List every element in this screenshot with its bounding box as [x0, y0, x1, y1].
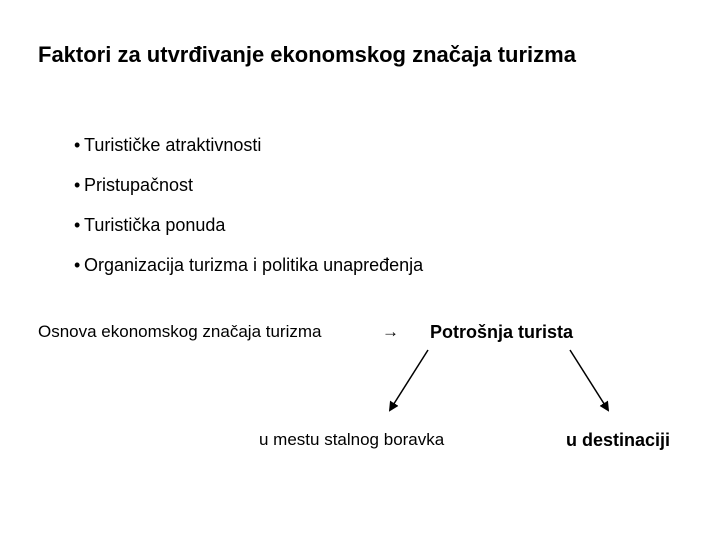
slide-title: Faktori za utvrđivanje ekonomskog značaja turizma: [38, 42, 576, 67]
branch-left-label: u mestu stalnog boravka: [259, 430, 445, 449]
right-arrow-icon: →: [382, 322, 399, 341]
branch-right-label: u destinaciji: [566, 430, 671, 450]
list-item-label: Organizacija turizma i politika unapređenja: [84, 255, 424, 275]
bullet-icon: •: [74, 175, 81, 195]
list-item-label: Turistička ponuda: [84, 215, 226, 235]
bullet-icon: •: [74, 215, 81, 235]
list-item-label: Pristupačnost: [84, 175, 194, 195]
bullet-icon: •: [74, 255, 81, 275]
branch-left-arrow: [390, 350, 428, 410]
list-item-label: Turističke atraktivnosti: [84, 135, 262, 155]
branch-right-arrow: [570, 350, 608, 410]
basis-label: Osnova ekonomskog značaja turizma: [38, 322, 322, 341]
consumption-label: Potrošnja turista: [430, 322, 574, 342]
bullet-icon: •: [74, 135, 81, 155]
